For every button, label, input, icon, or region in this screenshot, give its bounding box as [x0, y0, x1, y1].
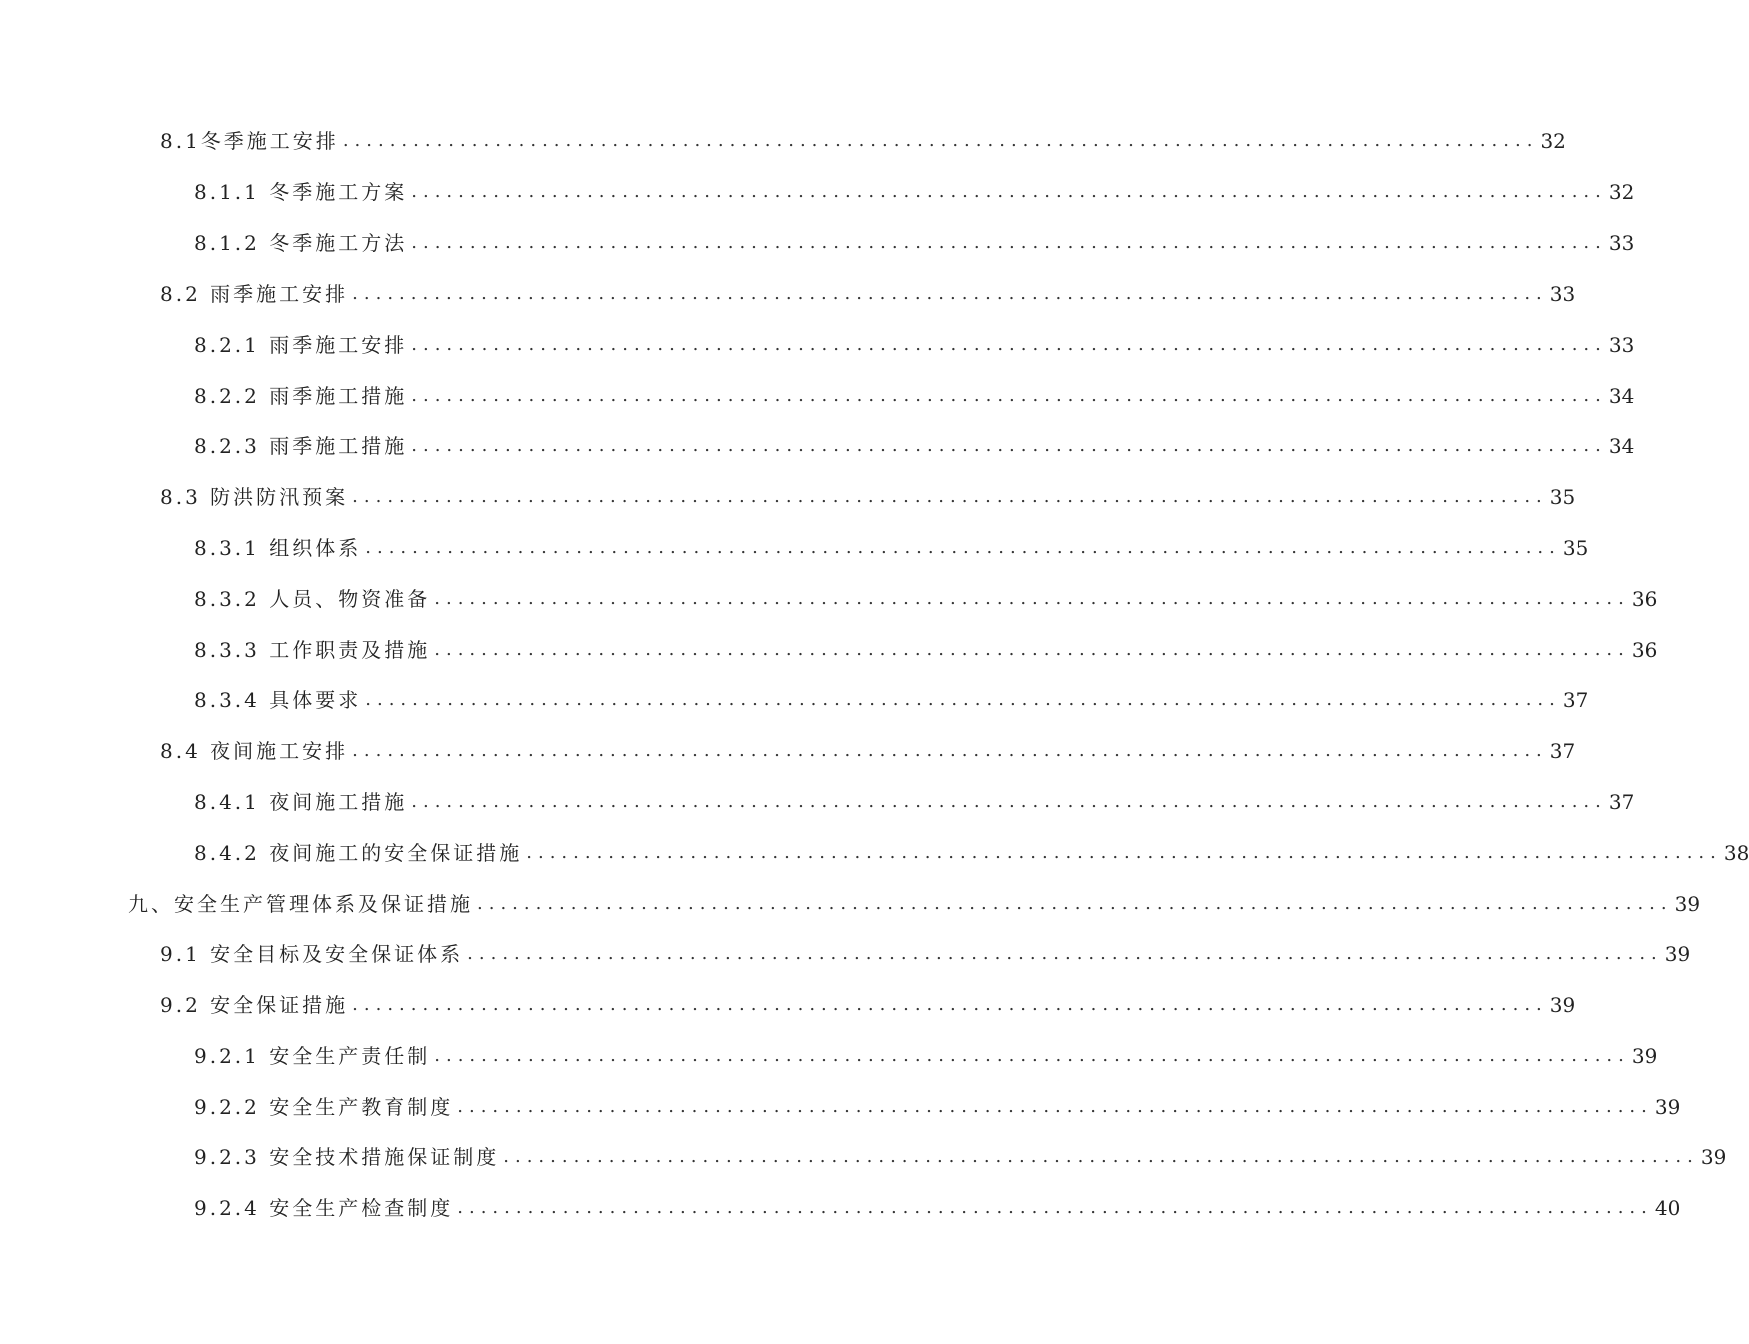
toc-entry-title: 8.2 雨季施工安排: [160, 282, 349, 306]
toc-entry-title: 8.3.3 工作职责及措施: [194, 638, 431, 662]
toc-page-number: 37: [1608, 790, 1635, 814]
toc-dot-leader: ......................................................................................................: [411, 181, 1607, 202]
toc-entry-8-2[interactable]: [160, 279, 1576, 309]
toc-entry-title: 8.1.2 冬季施工方法: [194, 231, 408, 255]
toc-dot-leader: ......................................................................................................: [467, 943, 1663, 964]
toc-entry-title: 9.2 安全保证措施: [160, 993, 349, 1017]
toc-entry-9-2-1[interactable]: [194, 1041, 1658, 1071]
toc-page-number: 35: [1549, 485, 1576, 509]
toc-dot-leader: ......................................................................................................: [352, 486, 1548, 507]
toc-dot-leader: ......................................................................................................: [365, 689, 1561, 710]
toc-entry-title: 9.1 安全目标及安全保证体系: [160, 942, 464, 966]
toc-entry-title: 8.4.1 夜间施工措施: [194, 790, 408, 814]
toc-entry-title: 8.1冬季施工安排: [160, 129, 339, 153]
toc-page-number: 37: [1562, 688, 1589, 712]
toc-page-number: 39: [1631, 1044, 1658, 1068]
toc-entry-8-3-1[interactable]: [194, 533, 1589, 563]
toc-dot-leader: ......................................................................................................: [352, 994, 1548, 1015]
toc-entry-9-2-3[interactable]: [194, 1142, 1727, 1172]
toc-page-number: 39: [1700, 1145, 1727, 1169]
toc-dot-leader: ......................................................................................................: [434, 588, 1630, 609]
toc-entry-9-2[interactable]: [160, 990, 1576, 1020]
toc-entry-8-4[interactable]: [160, 736, 1576, 766]
toc-dot-leader: ......................................................................................................: [411, 385, 1607, 406]
toc-entry-8-3[interactable]: [160, 482, 1576, 512]
toc-dot-leader: ......................................................................................................: [411, 791, 1607, 812]
toc-entry-title: 8.1.1 冬季施工方案: [194, 180, 408, 204]
toc-entry-8-2-1[interactable]: [194, 330, 1635, 360]
toc-dot-leader: ......................................................................................................: [365, 537, 1561, 558]
toc-page-number: 33: [1608, 333, 1635, 357]
toc-entry-8-3-3[interactable]: [194, 635, 1658, 665]
toc-page-number: 39: [1654, 1095, 1681, 1119]
toc-entry-title: 8.3.4 具体要求: [194, 688, 362, 712]
toc-page-number: 34: [1608, 434, 1635, 458]
toc-dot-leader: ......................................................................................................: [477, 893, 1673, 914]
toc-entry-8-4-1[interactable]: [194, 787, 1635, 817]
toc-dot-leader: ......................................................................................................: [457, 1197, 1653, 1218]
toc-entry-8-3-4[interactable]: [194, 685, 1589, 715]
toc-entry-title: 8.2.3 雨季施工措施: [194, 434, 408, 458]
toc-dot-leader: ......................................................................................................: [411, 435, 1607, 456]
toc-entry-title: 9.2.2 安全生产教育制度: [194, 1095, 454, 1119]
toc-entry-title: 九、安全生产管理体系及保证措施: [128, 892, 473, 916]
toc-entry-8-4-2[interactable]: [194, 838, 1749, 868]
toc-entry-title: 8.2.1 雨季施工安排: [194, 333, 408, 357]
toc-entry-title: 8.3.1 组织体系: [194, 536, 362, 560]
toc-entry-title: 8.4.2 夜间施工的安全保证措施: [194, 841, 523, 865]
toc-page-number: 39: [1549, 993, 1576, 1017]
toc-page-number: 39: [1664, 942, 1691, 966]
toc-entry-8-1-1[interactable]: [194, 177, 1635, 207]
toc-dot-leader: ......................................................................................................: [434, 1045, 1630, 1066]
toc-entry-8-3-2[interactable]: [194, 584, 1658, 614]
toc-entry-title: 9.2.3 安全技术措施保证制度: [194, 1145, 500, 1169]
toc-page-number: 32: [1608, 180, 1635, 204]
toc-dot-leader: ......................................................................................................: [342, 130, 1539, 151]
toc-entry-title: 8.2.2 雨季施工措施: [194, 384, 408, 408]
toc-page-number: 33: [1549, 282, 1576, 306]
toc-page-number: 35: [1562, 536, 1589, 560]
toc-entry-9-2-2[interactable]: [194, 1092, 1681, 1122]
toc-dot-leader: ......................................................................................................: [352, 740, 1548, 761]
toc-page-number: 39: [1674, 892, 1701, 916]
toc-entry-8-2-3[interactable]: [194, 431, 1635, 461]
toc-page-number: 36: [1631, 638, 1658, 662]
toc-entry-8-2-2[interactable]: [194, 381, 1635, 411]
toc-dot-leader: ......................................................................................................: [411, 334, 1607, 355]
toc-dot-leader: ......................................................................................................: [352, 283, 1548, 304]
toc-dot-leader: ......................................................................................................: [503, 1146, 1699, 1167]
toc-entry-8-1-2[interactable]: [194, 228, 1635, 258]
toc-page-number: 37: [1549, 739, 1576, 763]
toc-dot-leader: ......................................................................................................: [411, 232, 1607, 253]
toc-page-number: 33: [1608, 231, 1635, 255]
toc-entry-title: 9.2.4 安全生产检查制度: [194, 1196, 454, 1220]
toc-entry-9-1[interactable]: [160, 939, 1691, 969]
toc-dot-leader: ......................................................................................................: [526, 842, 1722, 863]
toc-entry-chapter-9[interactable]: [128, 889, 1701, 919]
toc-dot-leader: ......................................................................................................: [457, 1096, 1653, 1117]
toc-page-number: 34: [1608, 384, 1635, 408]
toc-page-number: 32: [1540, 129, 1566, 153]
toc-page-number: 38: [1723, 841, 1749, 865]
toc-page-number: 36: [1631, 587, 1658, 611]
toc-entry-title: 8.3 防洪防汛预案: [160, 485, 349, 509]
toc-page-number: 40: [1654, 1196, 1681, 1220]
toc-entry-title: 8.3.2 人员、物资准备: [194, 587, 431, 611]
toc-entry-9-2-4[interactable]: [194, 1193, 1681, 1223]
toc-entry-title: 8.4 夜间施工安排: [160, 739, 349, 763]
toc-dot-leader: ......................................................................................................: [434, 639, 1630, 660]
toc-entry-8-1[interactable]: [160, 126, 1566, 156]
toc-entry-title: 9.2.1 安全生产责任制: [194, 1044, 431, 1068]
